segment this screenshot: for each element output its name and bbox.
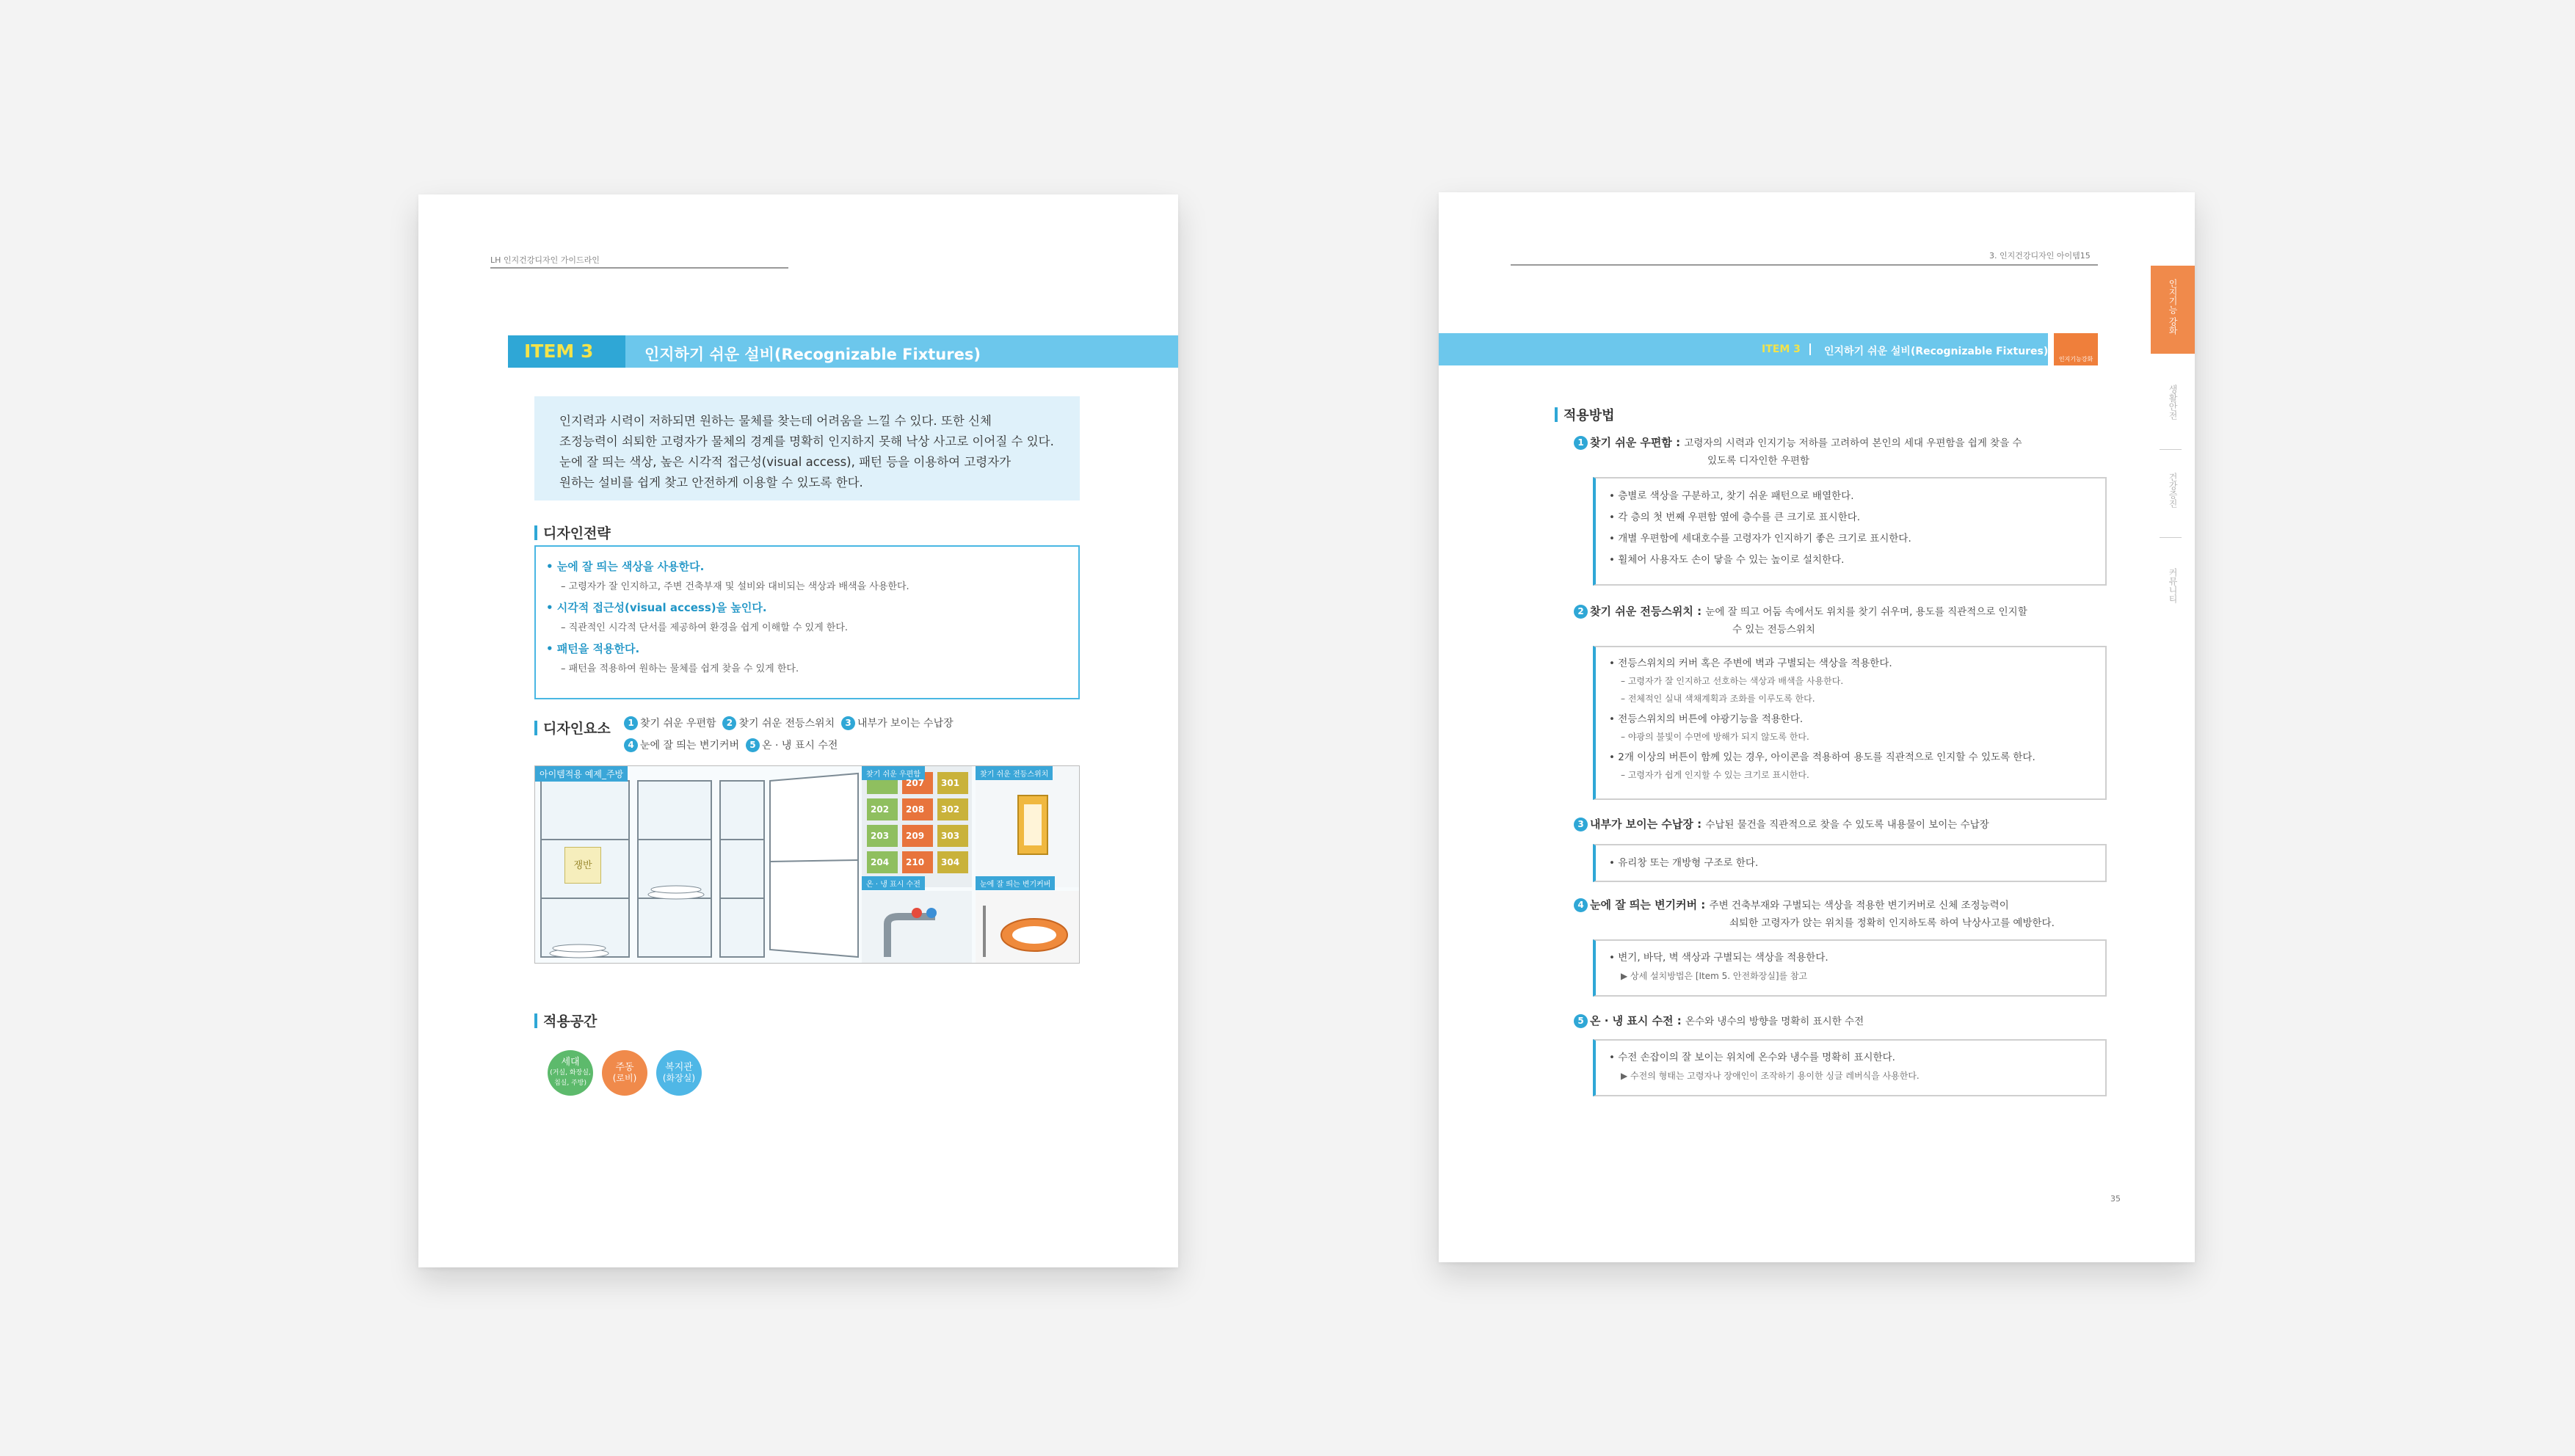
method-bullet: • 전등스위치의 버튼에 야광기능을 적용한다.	[1609, 713, 1804, 725]
element-number: 4	[624, 738, 638, 752]
element-number: 5	[746, 738, 760, 752]
running-header: LH 인지건강디자인 가이드라인	[490, 255, 600, 265]
mailbox-number: 210	[906, 857, 925, 867]
item-banner	[508, 335, 1178, 368]
illustration-tag-toilet: 눈에 잘 띄는 변기커버	[976, 876, 1055, 890]
method-title-4: 4 눈에 잘 띄는 변기커버 : 주변 건축부재와 구별되는 색상을 적용한 변기커버로 신체 조정능력이	[1574, 897, 2009, 912]
method-title-1: 1 찾기 쉬운 우편함 : 고령자의 시력과 인지기능 저하를 고려하여 본인의 세대 우편함을 쉽게 찾을 수	[1574, 434, 2022, 450]
side-tab-active[interactable]	[2151, 266, 2195, 354]
method-desc-cont-4: 쇠퇴한 고령자가 앉는 위치를 정확히 인지하도록 하여 낙상사고를 예방한다.	[1729, 917, 2055, 929]
side-tab[interactable]: 커뮤니티	[2168, 568, 2178, 603]
illustration-tag-main: 아이템적용 예제_주방	[535, 766, 628, 782]
item-label: ITEM 3	[524, 341, 594, 362]
strategy-item-head: • 시각적 접근성(visual access)을 높인다.	[546, 601, 767, 614]
mailbox-number: 208	[906, 804, 925, 815]
item-label: ITEM 3	[1762, 343, 1801, 355]
strategy-item-sub: – 직관적인 시각적 단서를 제공하여 환경을 쉽게 이해할 수 있게 한다.	[561, 622, 849, 633]
side-tab[interactable]: 건강증진	[2168, 473, 2178, 508]
space-badge-welfare: 복지관 (화장실)	[656, 1050, 702, 1096]
side-tab-label: 인지기능 강화	[2168, 279, 2178, 335]
intro-box	[534, 396, 1080, 500]
method-bullet: • 유리창 또는 개방형 구조로 한다.	[1609, 857, 1759, 869]
mailbox-number: 304	[941, 857, 960, 867]
intro-line: 눈에 잘 띄는 색상, 높은 시각적 접근성(visual access), 패턴 등을 이용하여 고령자가	[559, 455, 1012, 469]
method-desc-cont-2: 수 있는 전등스위치	[1732, 624, 1815, 636]
side-tab-divider	[2160, 449, 2182, 450]
method-bullet: • 개별 우편함에 세대호수를 고령자가 인지하기 좋은 크기로 표시한다.	[1609, 533, 1911, 545]
mailbox-number: 203	[871, 831, 890, 841]
item-title: 인지하기 쉬운 설비(Recognizable Fixtures)	[644, 346, 981, 363]
mailbox-number: 202	[871, 804, 890, 815]
element-label: 눈에 잘 띄는 변기커버	[640, 740, 740, 751]
side-tab[interactable]: 생활안전	[2168, 385, 2178, 420]
running-header: 3. 인지건강디자인 아이템15	[1989, 251, 2091, 261]
method-sub-bullet: ▶ 수전의 형태는 고령자나 장애인이 조작하기 용이한 싱글 레버식을 사용한다.	[1621, 1071, 1920, 1081]
method-bullet: • 변기, 바닥, 벽 색상과 구별되는 색상을 적용한다.	[1609, 952, 1828, 964]
method-box-1	[1593, 477, 2107, 586]
page-number: 35	[2110, 1194, 2121, 1204]
method-sub-bullet: – 전체적인 실내 색채계획과 조화를 이루도록 한다.	[1621, 694, 1815, 704]
strategy-item-head: • 눈에 잘 띄는 색상을 사용한다.	[546, 560, 705, 573]
element-label: 내부가 보이는 수납장	[857, 718, 954, 729]
elements-list	[624, 713, 954, 757]
intro-line: 조정능력이 쇠퇴한 고령자가 물체의 경계를 명확히 인지하지 못해 낙상 사고로 이어질 수 있다.	[559, 434, 1054, 448]
method-sub-bullet: – 고령자가 잘 인지하고 선호하는 색상과 배색을 사용한다.	[1621, 676, 1844, 686]
left-page	[418, 194, 1178, 1267]
side-tab-divider	[2160, 537, 2182, 538]
intro-line: 인지력과 시력이 저하되면 원하는 물체를 찾는데 어려움을 느낄 수 있다. 또한 신체	[559, 414, 992, 428]
method-bullet: • 층별로 색상을 구분하고, 찾기 쉬운 패턴으로 배열한다.	[1609, 490, 1854, 502]
item-illustration	[534, 765, 1080, 964]
element-label: 찾기 쉬운 우편함	[640, 718, 716, 729]
method-box-5	[1593, 1039, 2107, 1096]
kitchen-illustration	[535, 766, 1080, 964]
method-sub-bullet: – 고령자가 쉽게 인지할 수 있는 크기로 표시한다.	[1621, 770, 1809, 780]
method-title-2: 2 찾기 쉬운 전등스위치 : 눈에 잘 띄고 어둠 속에서도 위치를 찾기 쉬우며, 용도를 직관적으로 인지할	[1574, 603, 2027, 619]
strategy-item-sub: – 고령자가 잘 인지하고, 주변 건축부재 및 설비와 대비되는 색상과 배색을 사용한다.	[561, 581, 909, 592]
method-bullet: • 수전 손잡이의 잘 보이는 위치에 온수와 냉수를 명확히 표시한다.	[1609, 1052, 1895, 1063]
illustration-tag-faucet: 온 · 냉 표시 수전	[862, 876, 925, 890]
right-page	[1439, 192, 2195, 1262]
method-desc-cont-1: 있도록 디자인한 우편함	[1707, 455, 1809, 467]
strategy-item-sub: – 패턴을 적용하여 원하는 물체를 쉽게 찾을 수 있게 한다.	[561, 663, 799, 674]
item-title: 인지하기 쉬운 설비(Recognizable Fixtures)	[1824, 346, 2049, 357]
mailbox-number: 207	[906, 778, 925, 788]
space-badge-household: 세대 (거실, 화장실, 침실, 주방)	[548, 1050, 593, 1096]
method-sub-bullet: ▶ 상세 설치방법은 [Item 5. 안전화장실]를 참고	[1621, 971, 1808, 981]
category-badge: 인지기능강화	[2054, 333, 2098, 365]
space-badge-building: 주동 (로비)	[602, 1050, 647, 1096]
header-rule	[1511, 264, 2098, 266]
mailbox-number: 209	[906, 831, 925, 841]
mailbox-number: 204	[871, 857, 890, 867]
illustration-tag-switch: 찾기 쉬운 전등스위치	[976, 766, 1053, 780]
space-heading: 적용공간	[534, 1011, 597, 1030]
intro-line: 원하는 설비를 쉽게 찾고 안전하게 이용할 수 있도록 한다.	[559, 476, 863, 489]
method-box-3	[1593, 844, 2107, 882]
illustration-tag-mailbox: 찾기 쉬운 우편함	[862, 766, 925, 780]
method-bullet: • 전등스위치의 커버 혹은 주변에 벽과 구별되는 색상을 적용한다.	[1609, 658, 1892, 669]
method-bullet: • 휠체어 사용자도 손이 닿을 수 있는 높이로 설치한다.	[1609, 554, 1845, 566]
header-rule	[490, 267, 788, 269]
mailbox-number: 301	[941, 778, 960, 788]
strategy-item-head: • 패턴을 적용한다.	[546, 642, 640, 655]
element-number: 2	[722, 716, 736, 730]
method-title-3: 3 내부가 보이는 수납장 : 수납된 물건을 직관적으로 찾을 수 있도록 내용물이 보이는 수납장	[1574, 816, 1989, 831]
method-bullet: • 각 층의 첫 번째 우편함 옆에 층수를 큰 크기로 표시한다.	[1609, 512, 1861, 523]
strategy-heading: 디자인전략	[534, 523, 611, 542]
element-number: 3	[841, 716, 855, 730]
method-bullet: • 2개 이상의 버튼이 함께 있는 경우, 아이콘을 적용하여 용도를 직관적으로 인지할 수 있도록 한다.	[1609, 751, 2035, 763]
method-sub-bullet: – 야광의 불빛이 수면에 방해가 되지 않도록 한다.	[1621, 732, 1809, 742]
method-box-4	[1593, 939, 2107, 997]
element-number: 1	[624, 716, 638, 730]
element-label: 찾기 쉬운 전등스위치	[738, 718, 835, 729]
shelf-label: 쟁반	[564, 847, 601, 884]
mailbox-number: 302	[941, 804, 960, 815]
element-label: 온 · 냉 표시 수전	[761, 740, 838, 751]
method-box-2	[1593, 646, 2107, 800]
strategy-box	[534, 545, 1080, 699]
elements-heading: 디자인요소	[534, 718, 611, 738]
method-heading: 적용방법	[1555, 405, 1615, 424]
item-banner	[1439, 333, 2048, 365]
method-title-5: 5 온 · 냉 표시 수전 : 온수와 냉수의 방향을 명확히 표시한 수전	[1574, 1013, 1864, 1028]
mailbox-number: 303	[941, 831, 960, 841]
banner-divider	[1809, 343, 1811, 355]
